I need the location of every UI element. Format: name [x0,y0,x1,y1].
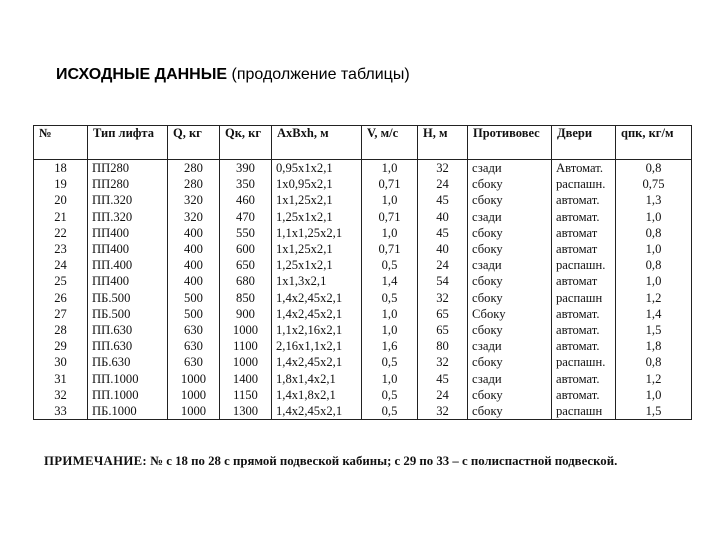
cell-height: 80 [418,338,468,354]
cell-counterweight: сбоку [468,176,552,192]
cell-q: 320 [168,192,220,208]
cell-counterweight: сбоку [468,241,552,257]
cell-counterweight: сбоку [468,290,552,306]
cell-qpk: 0,75 [616,176,692,192]
cell-q: 400 [168,273,220,289]
col-header-type: Тип лифта [88,126,168,160]
cell-qk: 900 [220,306,272,322]
cell-number: 25 [34,273,88,289]
cell-qpk: 1,5 [616,322,692,338]
col-header-height: H, м [418,126,468,160]
cell-type: ПП.320 [88,192,168,208]
cell-qpk: 1,4 [616,306,692,322]
cell-type: ПБ.630 [88,354,168,370]
cell-type: ПБ.500 [88,306,168,322]
cell-height: 54 [418,273,468,289]
table-row [34,354,692,370]
cell-counterweight: сбоку [468,403,552,420]
cell-qpk: 1,5 [616,403,692,420]
cell-counterweight: сзади [468,160,552,177]
cell-qk: 1000 [220,354,272,370]
cell-number: 26 [34,290,88,306]
cell-qk: 1000 [220,322,272,338]
cell-speed: 1,0 [362,225,418,241]
table-row [34,160,692,177]
cell-speed: 0,71 [362,176,418,192]
cell-dimensions: 1,4x2,45x2,1 [272,403,362,420]
cell-doors: автомат. [552,370,616,386]
col-header-dimensions: AxBxh, м [272,126,362,160]
cell-number: 24 [34,257,88,273]
cell-type: ПП.630 [88,322,168,338]
cell-counterweight: сзади [468,257,552,273]
cell-q: 400 [168,241,220,257]
cell-qpk: 0,8 [616,225,692,241]
cell-type: ПП400 [88,225,168,241]
cell-qpk: 0,8 [616,160,692,177]
col-header-qk: Qк, кг [220,126,272,160]
cell-speed: 0,5 [362,290,418,306]
cell-doors: распашн. [552,354,616,370]
cell-speed: 1,0 [362,160,418,177]
table-row [34,370,692,386]
cell-height: 24 [418,387,468,403]
cell-counterweight: сбоку [468,387,552,403]
cell-doors: автомат [552,241,616,257]
cell-counterweight: сбоку [468,322,552,338]
cell-doors: автомат [552,225,616,241]
cell-dimensions: 1x1,25x2,1 [272,192,362,208]
cell-height: 24 [418,257,468,273]
cell-type: ПП400 [88,273,168,289]
cell-number: 22 [34,225,88,241]
cell-speed: 1,4 [362,273,418,289]
cell-type: ПБ.1000 [88,403,168,420]
cell-qk: 390 [220,160,272,177]
cell-qk: 350 [220,176,272,192]
cell-speed: 1,0 [362,192,418,208]
cell-doors: распашн [552,290,616,306]
table-row [34,338,692,354]
table-row [34,387,692,403]
table-row [34,306,692,322]
cell-dimensions: 1x1,25x2,1 [272,241,362,257]
cell-dimensions: 1,1x1,25x2,1 [272,225,362,241]
cell-dimensions: 1x1,3x2,1 [272,273,362,289]
col-header-counterweight: Противовес [468,126,552,160]
cell-q: 500 [168,306,220,322]
cell-type: ПП.320 [88,209,168,225]
cell-dimensions: 1,4x2,45x2,1 [272,354,362,370]
cell-q: 500 [168,290,220,306]
table-body [34,160,692,420]
cell-doors: автомат [552,273,616,289]
col-header-qpk: qпк, кг/м [616,126,692,160]
cell-counterweight: сбоку [468,273,552,289]
page-heading [56,66,410,84]
cell-dimensions: 1,1x2,16x2,1 [272,322,362,338]
cell-doors: распашн. [552,176,616,192]
cell-speed: 0,5 [362,403,418,420]
cell-speed: 0,5 [362,354,418,370]
cell-qk: 600 [220,241,272,257]
cell-qpk: 1,2 [616,290,692,306]
cell-number: 32 [34,387,88,403]
cell-doors: автомат. [552,322,616,338]
cell-type: ПП.400 [88,257,168,273]
cell-dimensions: 1,4x2,45x2,1 [272,306,362,322]
cell-doors: распашн [552,403,616,420]
cell-counterweight: сзади [468,338,552,354]
cell-dimensions: 0,95x1x2,1 [272,160,362,177]
cell-qk: 1300 [220,403,272,420]
cell-qpk: 1,0 [616,209,692,225]
cell-height: 32 [418,403,468,420]
cell-height: 24 [418,176,468,192]
cell-qpk: 1,3 [616,192,692,208]
cell-qk: 850 [220,290,272,306]
cell-type: ПБ.500 [88,290,168,306]
cell-dimensions: 1,8x1,4x2,1 [272,370,362,386]
cell-speed: 1,0 [362,370,418,386]
cell-doors: автомат. [552,387,616,403]
cell-number: 27 [34,306,88,322]
cell-height: 32 [418,354,468,370]
cell-number: 30 [34,354,88,370]
cell-doors: автомат. [552,338,616,354]
cell-qpk: 0,8 [616,257,692,273]
footnote-label: ПРИМЕЧАНИЕ: [44,454,147,468]
cell-type: ПП.630 [88,338,168,354]
cell-doors: автомат. [552,209,616,225]
cell-q: 630 [168,354,220,370]
cell-dimensions: 2,16x1,1x2,1 [272,338,362,354]
cell-dimensions: 1,25x1x2,1 [272,257,362,273]
cell-type: ПП.1000 [88,370,168,386]
table-row [34,290,692,306]
cell-counterweight: Сбоку [468,306,552,322]
cell-q: 400 [168,257,220,273]
table-row [34,273,692,289]
table-row [34,241,692,257]
cell-number: 33 [34,403,88,420]
cell-speed: 1,0 [362,322,418,338]
cell-speed: 0,5 [362,257,418,273]
cell-doors: Автомат. [552,160,616,177]
cell-number: 28 [34,322,88,338]
table-row [34,403,692,420]
cell-number: 21 [34,209,88,225]
table-row [34,209,692,225]
cell-counterweight: сзади [468,370,552,386]
cell-qk: 550 [220,225,272,241]
footnote-text: № с 18 по 28 с прямой подвеской кабины; с 29 по 33 – с полиспастной подвеской. [150,454,618,468]
cell-qk: 680 [220,273,272,289]
cell-q: 630 [168,338,220,354]
data-table-container [33,125,691,420]
cell-speed: 0,71 [362,209,418,225]
cell-qk: 470 [220,209,272,225]
cell-qk: 650 [220,257,272,273]
cell-q: 1000 [168,387,220,403]
table-row [34,225,692,241]
table-row [34,192,692,208]
cell-speed: 1,0 [362,306,418,322]
cell-type: ПП280 [88,160,168,177]
cell-height: 65 [418,322,468,338]
heading-rest: (продолжение таблицы) [231,66,410,83]
cell-doors: автомат. [552,192,616,208]
cell-q: 320 [168,209,220,225]
cell-number: 20 [34,192,88,208]
table-row [34,176,692,192]
cell-speed: 0,5 [362,387,418,403]
cell-q: 630 [168,322,220,338]
footnote [44,454,684,469]
cell-q: 400 [168,225,220,241]
cell-qpk: 1,0 [616,387,692,403]
cell-height: 65 [418,306,468,322]
cell-dimensions: 1,25x1x2,1 [272,209,362,225]
cell-type: ПП280 [88,176,168,192]
cell-number: 23 [34,241,88,257]
table-row [34,257,692,273]
heading-bold: ИСХОДНЫЕ ДАННЫЕ [56,66,228,83]
col-header-q: Q, кг [168,126,220,160]
cell-qpk: 0,8 [616,354,692,370]
cell-q: 280 [168,160,220,177]
col-header-doors: Двери [552,126,616,160]
cell-q: 1000 [168,403,220,420]
cell-counterweight: сбоку [468,354,552,370]
cell-type: ПП400 [88,241,168,257]
cell-number: 31 [34,370,88,386]
cell-height: 45 [418,192,468,208]
elevator-data-table [33,125,692,420]
cell-qk: 1400 [220,370,272,386]
cell-doors: автомат. [552,306,616,322]
cell-height: 32 [418,290,468,306]
cell-q: 1000 [168,370,220,386]
col-header-speed: V, м/с [362,126,418,160]
cell-counterweight: сбоку [468,225,552,241]
cell-speed: 0,71 [362,241,418,257]
cell-q: 280 [168,176,220,192]
cell-qpk: 1,0 [616,241,692,257]
cell-doors: распашн. [552,257,616,273]
cell-height: 45 [418,370,468,386]
cell-dimensions: 1x0,95x2,1 [272,176,362,192]
cell-number: 29 [34,338,88,354]
cell-qpk: 1,0 [616,273,692,289]
cell-counterweight: сбоку [468,192,552,208]
cell-height: 40 [418,209,468,225]
cell-dimensions: 1,4x2,45x2,1 [272,290,362,306]
cell-qpk: 1,8 [616,338,692,354]
cell-counterweight: сзади [468,209,552,225]
cell-dimensions: 1,4x1,8x2,1 [272,387,362,403]
cell-number: 19 [34,176,88,192]
cell-speed: 1,6 [362,338,418,354]
cell-height: 40 [418,241,468,257]
table-row [34,322,692,338]
cell-qk: 1100 [220,338,272,354]
col-header-number: № [34,126,88,160]
cell-type: ПП.1000 [88,387,168,403]
cell-number: 18 [34,160,88,177]
cell-qk: 1150 [220,387,272,403]
cell-height: 45 [418,225,468,241]
cell-qpk: 1,2 [616,370,692,386]
table-header-row [34,126,692,160]
cell-height: 32 [418,160,468,177]
cell-qk: 460 [220,192,272,208]
